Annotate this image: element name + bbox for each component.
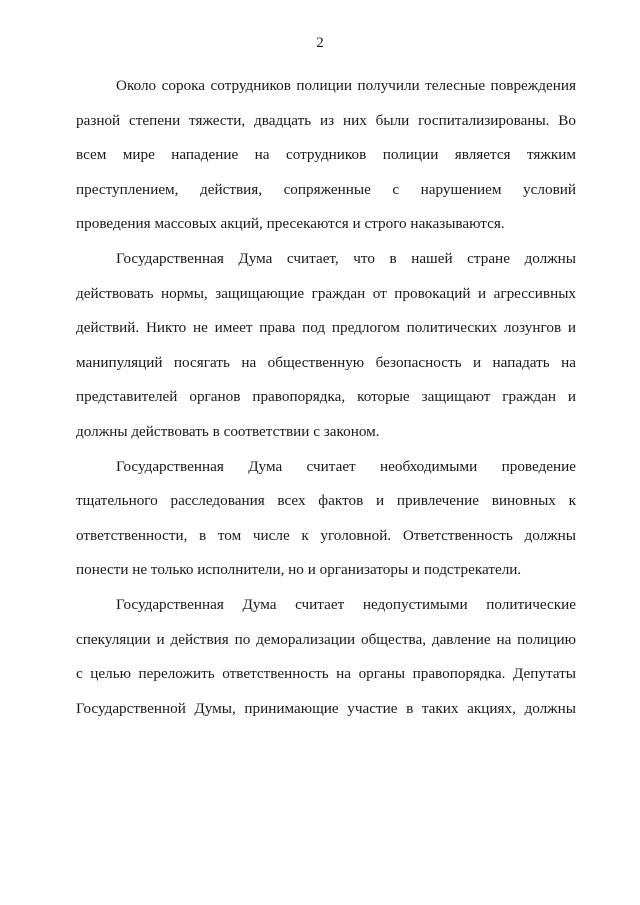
text-line: понести не только исполнители, но и организаторы и подстрекатели. <box>76 561 522 579</box>
text-line: преступлением, действия, сопряженные с нарушением условий <box>76 180 576 198</box>
text-line: действий. Никто не имеет права под предлогом политических лозунгов и <box>76 319 576 337</box>
text-line: спекуляции и действия по деморализации общества, давление на полицию <box>76 630 576 648</box>
text-line: Государственная Дума считает недопустимыми политические <box>116 595 576 613</box>
text-line: Государственной Думы, принимающие участие в таких акциях, должны <box>76 699 576 717</box>
paragraph-2 <box>76 242 576 450</box>
paragraph-3 <box>76 450 576 588</box>
text-line: тщательного расследования всех фактов и привлечение виновных к <box>76 492 576 510</box>
text-line: Около сорока сотрудников полиции получили телесные повреждения <box>116 77 576 94</box>
text-line: проведения массовых акций, пресекаются и строго наказываются. <box>76 215 505 233</box>
text-line: должны действовать в соответствии с законом. <box>76 422 380 440</box>
text-line: ответственности, в том числе к уголовной. Ответственность должны <box>76 526 576 544</box>
text-line: Государственная Дума считает необходимыми проведение <box>116 457 576 475</box>
document-body <box>76 69 576 726</box>
page-number: 2 <box>316 35 324 51</box>
paragraph-1 <box>76 69 576 242</box>
text-line: всем мире нападение на сотрудников полиции является тяжким <box>76 146 576 164</box>
paragraph-4 <box>76 588 576 726</box>
text-line: Государственная Дума считает, что в нашей стране должны <box>116 249 576 267</box>
text-line: разной степени тяжести, двадцать из них были госпитализированы. Во <box>76 111 576 129</box>
text-line: действовать нормы, защищающие граждан от провокаций и агрессивных <box>76 284 576 302</box>
text-line: с целью переложить ответственность на органы правопорядка. Депутаты <box>76 665 576 683</box>
text-line: манипуляций посягать на общественную безопасность и нападать на <box>76 353 576 371</box>
text-line: представителей органов правопорядка, которые защищают граждан и <box>76 388 576 406</box>
